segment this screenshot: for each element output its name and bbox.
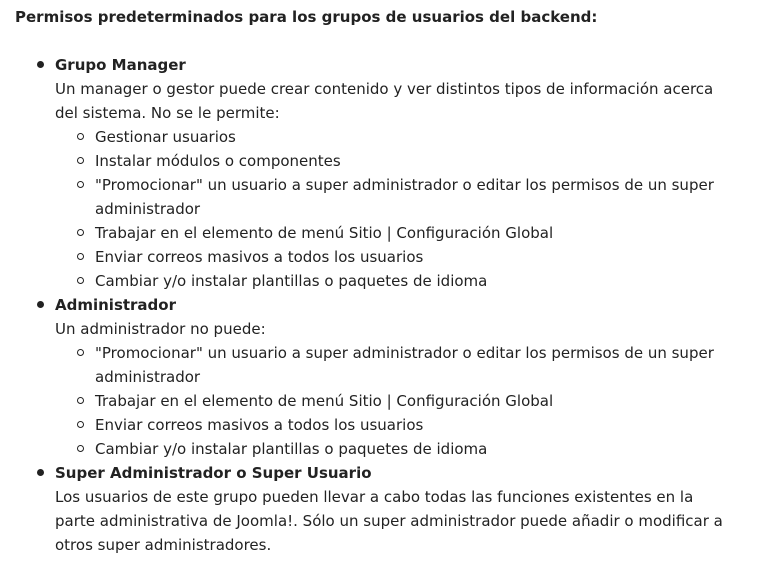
restriction-text: Cambiar y/o instalar plantillas o paquetes de idioma — [95, 272, 488, 290]
restriction-item — [95, 245, 715, 269]
bullet-circle-icon — [77, 229, 84, 236]
restriction-text: Enviar correos masivos a todos los usuarios — [95, 248, 424, 266]
group-title: Super Administrador o Super Usuario — [55, 464, 372, 482]
bullet-disc-icon — [37, 61, 44, 68]
bullet-circle-icon — [77, 133, 84, 140]
bullet-circle-icon — [77, 349, 84, 356]
restriction-item — [95, 437, 715, 461]
restriction-text: Instalar módulos o componentes — [95, 152, 341, 170]
restriction-text: Gestionar usuarios — [95, 128, 236, 146]
group-list — [15, 53, 765, 557]
restriction-item — [95, 269, 715, 293]
restriction-text: Enviar correos masivos a todos los usuarios — [95, 416, 424, 434]
restriction-text: "Promocionar" un usuario a super administrador o editar los permisos de un super administrador — [95, 344, 714, 386]
group-item-super-administrador — [55, 461, 765, 557]
group-item-administrador — [55, 293, 765, 461]
restriction-text: Cambiar y/o instalar plantillas o paquetes de idioma — [95, 440, 488, 458]
restriction-list — [55, 125, 765, 293]
restriction-text: Trabajar en el elemento de menú Sitio | Configuración Global — [95, 392, 554, 410]
bullet-circle-icon — [77, 277, 84, 284]
restriction-item — [95, 149, 715, 173]
bullet-disc-icon — [37, 301, 44, 308]
group-description: Los usuarios de este grupo pueden llevar a cabo todas las funciones existentes en la parte administrativa de Joomla!. Sólo un super administrador puede añadir o modificar a otros super administradores. — [55, 488, 723, 554]
bullet-circle-icon — [77, 397, 84, 404]
section-heading: Permisos predeterminados para los grupos de usuarios del backend: — [15, 8, 598, 26]
group-title: Administrador — [55, 296, 176, 314]
restriction-item — [95, 413, 715, 437]
restriction-item — [95, 389, 715, 413]
bullet-circle-icon — [77, 421, 84, 428]
restriction-text: "Promocionar" un usuario a super administrador o editar los permisos de un super administrador — [95, 176, 714, 218]
group-description: Un manager o gestor puede crear contenido y ver distintos tipos de información acerca del sistema. No se le permite: — [55, 80, 714, 122]
restriction-item — [95, 221, 715, 245]
bullet-circle-icon — [77, 445, 84, 452]
restriction-item — [95, 341, 715, 389]
group-item-manager — [55, 53, 765, 293]
group-description: Un administrador no puede: — [55, 320, 266, 338]
bullet-circle-icon — [77, 181, 84, 188]
restriction-text: Trabajar en el elemento de menú Sitio | Configuración Global — [95, 224, 554, 242]
bullet-circle-icon — [77, 253, 84, 260]
bullet-circle-icon — [77, 157, 84, 164]
bullet-disc-icon — [37, 469, 44, 476]
restriction-item — [95, 173, 715, 221]
group-title: Grupo Manager — [55, 56, 186, 74]
restriction-item — [95, 125, 715, 149]
restriction-list — [55, 341, 765, 461]
